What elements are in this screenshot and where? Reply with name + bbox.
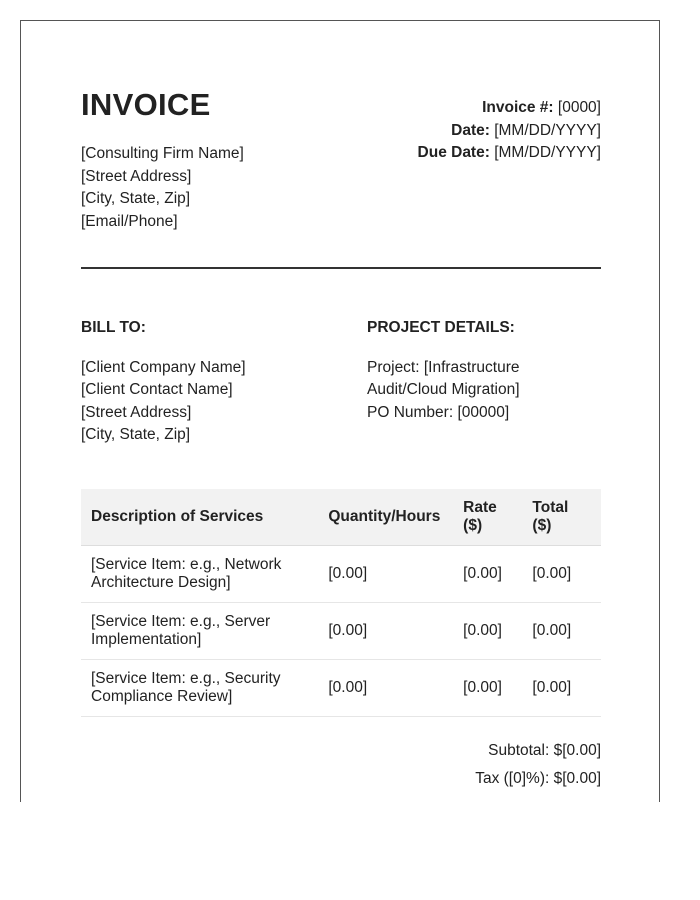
table-row <box>81 546 601 603</box>
header-quantity: Quantity/Hours <box>318 489 453 546</box>
row-rate: [0.00] <box>453 603 522 660</box>
bill-to-company: [Client Company Name] <box>81 358 246 376</box>
sender-street: [Street Address] <box>81 167 192 185</box>
invoice-title: INVOICE <box>81 87 211 122</box>
row-description: [Service Item: e.g., Network Architecture Design] <box>81 546 318 603</box>
header-total: Total ($) <box>522 489 601 546</box>
bill-to-heading: BILL TO: <box>81 319 146 336</box>
row-total: [0.00] <box>522 546 601 603</box>
table-header-row <box>81 489 601 546</box>
po-number: PO Number: [00000] <box>367 403 510 421</box>
row-total: [0.00] <box>522 603 601 660</box>
invoice-due-date-value: [MM/DD/YYYY] <box>494 144 601 161</box>
invoice-date-label: Date: <box>451 121 490 139</box>
invoice-meta <box>418 97 601 165</box>
totals-section <box>475 737 601 793</box>
bill-to-section <box>81 317 351 447</box>
row-quantity: [0.00] <box>318 660 453 717</box>
invoice-date <box>418 120 601 143</box>
sender-firm-name: [Consulting Firm Name] <box>81 145 244 162</box>
row-quantity: [0.00] <box>318 603 453 660</box>
bill-to-street: [Street Address] <box>81 403 192 421</box>
row-rate: [0.00] <box>453 546 522 603</box>
header-divider <box>81 267 601 269</box>
invoice-due-date <box>418 142 601 165</box>
project-name: Project: [Infrastructure Audit/Cloud Migration] <box>367 358 520 398</box>
tax: Tax ([0]%): $[0.00] <box>475 770 601 787</box>
project-details-heading: PROJECT DETAILS: <box>367 319 515 336</box>
sender-address <box>81 143 244 233</box>
table-row <box>81 660 601 717</box>
row-rate: [0.00] <box>453 660 522 717</box>
bill-to-contact: [Client Contact Name] <box>81 381 233 398</box>
bill-to-city: [City, State, Zip] <box>81 426 191 443</box>
header-description: Description of Services <box>81 489 318 546</box>
services-table <box>81 489 601 717</box>
invoice-number <box>418 97 601 120</box>
row-quantity: [0.00] <box>318 546 453 603</box>
sender-city: [City, State, Zip] <box>81 190 191 207</box>
invoice-date-value: [MM/DD/YYYY] <box>494 121 601 139</box>
invoice-page <box>20 20 660 802</box>
project-details-section <box>367 317 601 424</box>
row-description: [Service Item: e.g., Security Compliance Review] <box>81 660 318 717</box>
invoice-number-value: [0000] <box>557 99 601 116</box>
sender-contact: [Email/Phone] <box>81 212 178 230</box>
table-row <box>81 603 601 660</box>
subtotal: Subtotal: $[0.00] <box>488 742 601 759</box>
header-rate: Rate ($) <box>453 489 522 546</box>
invoice-number-label: Invoice #: <box>482 99 554 116</box>
invoice-due-date-label: Due Date: <box>417 144 490 161</box>
row-description: [Service Item: e.g., Server Implementation] <box>81 603 318 660</box>
row-total: [0.00] <box>522 660 601 717</box>
